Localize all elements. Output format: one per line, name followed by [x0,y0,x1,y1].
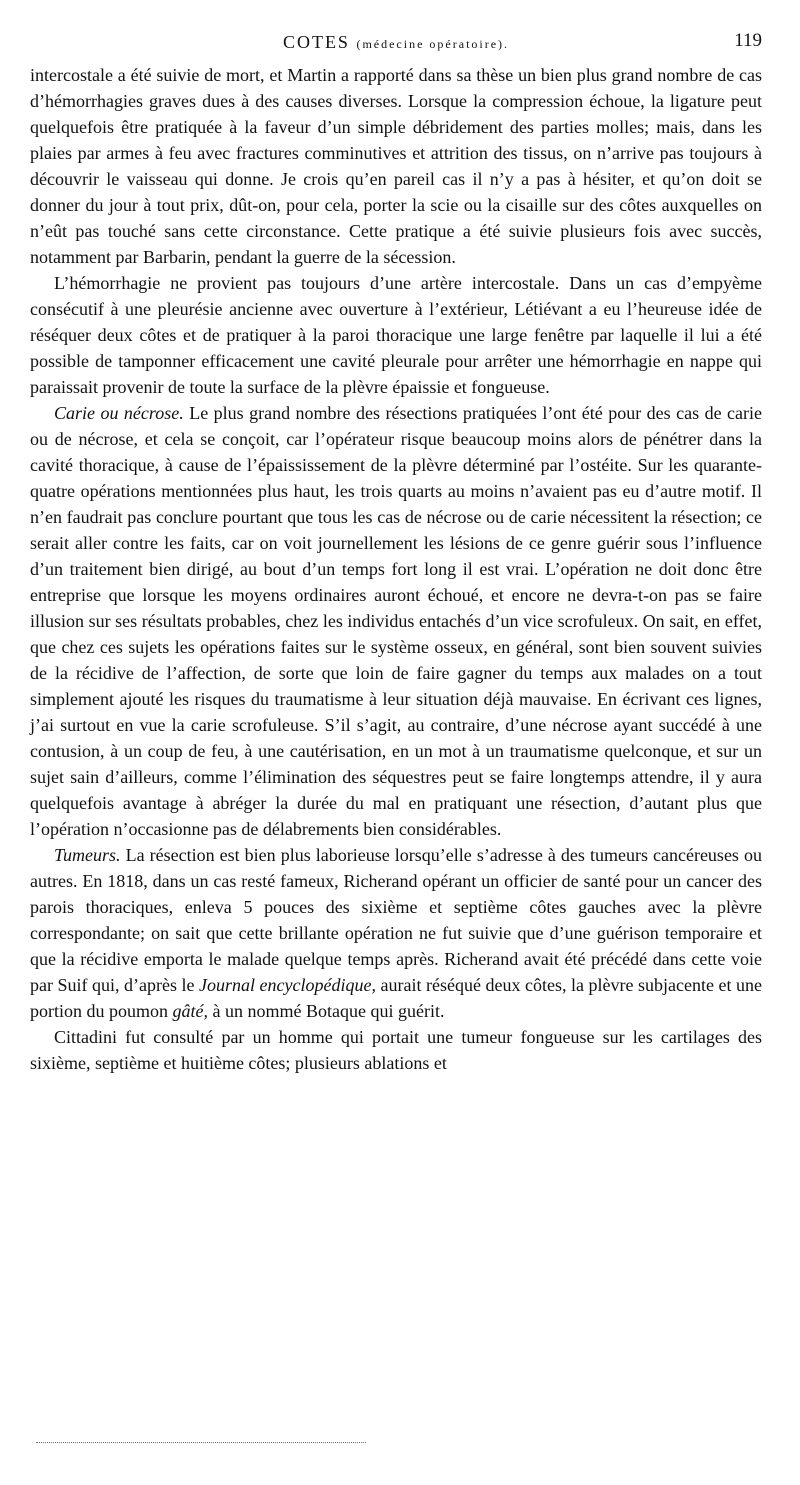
paragraph [30,62,762,270]
book-page [30,28,762,1448]
footer-dotted-rule [36,1442,366,1443]
italic-text-segment: Tumeurs. [54,845,121,865]
text-segment: La résection est bien plus laborieuse lorsqu’elle s’adresse à des tumeurs cancéreuses ou autres. En 1818, dans un cas resté fameux, Richerand opérant un officier de santé pour un cancer des parois thoraciques, enleva 5 pouces des sixième et septième côtes gauches avec la plèvre correspondante; on sait que cette brillante opération ne fut suivie que d’une guérison temporaire et que la récidive emporta le malade quelque temps après. Richerand avait été précédé dans cette voie par Suif qui, d’après le [30,845,762,995]
paragraph [30,1024,762,1076]
running-title-main: COTES [282,32,350,52]
text-segment: Cittadini fut consulté par un homme qui portait une tumeur fongueuse sur les cartilages des sixième, septième et huitième côtes; plusieurs ablations et [30,1027,762,1073]
paragraph [30,270,762,400]
italic-text-segment: Journal encyclopédique, [199,975,376,995]
running-title-sub: (médecine opératoire). [356,37,510,51]
italic-text-segment: gâté, [172,1001,208,1021]
paragraph [30,400,762,842]
text-segment: Le plus grand nombre des résections pratiquées l’ont été pour des cas de carie ou de nécrose, et cela se conçoit, car l’opérateur risque beaucoup moins alors de pénétrer dans la cavité thoracique, à cause de l’épaississement de la plèvre déterminé par l’ostéite. Sur les quarante-quatre opérations mentionnées plus haut, les trois quarts au moins n’avaient pas eu d’autre motif. Il n’en faudrait pas conclure pourtant que tous les cas de nécrose ou de carie nécessitent la résection; ce serait aller contre les faits, car on voit journellement les lésions de ce genre guérir sous l’influence d’un traitement bien dirigé, au bout d’un temps fort long il est vrai. L’opération ne doit donc être entreprise que lorsque les moyens ordinaires auront échoué, et encore ne devra-t-on pas se faire illusion sur ses résultats probables, chez les individus entachés d’un vice scrofuleux. On sait, en effet, que chez ces sujets les opérations faites sur le système osseux, en général, sont bien souvent suivies de la récidive de l’affection, de sorte que loin de faire gagner du temps aux malades on a tout simplement ajouté les risques du traumatisme à leur situation déjà mauvaise. En écrivant ces lignes, j’ai surtout en vue la carie scrofuleuse. S’il s’agit, au contraire, d’une nécrose ayant succédé à une contusion, à un coup de feu, à une cautérisation, en un mot à un traumatisme quelconque, et sur un sujet sain d’ailleurs, comme l’élimination des séquestres peut se faire longtemps attendre, il y aura quelquefois avantage à abréger la durée du mal en pratiquant une résection, d’autant plus que l’opération n’occasionne pas de délabrements bien considérables. [30,403,762,839]
page-number: 119 [734,30,762,51]
running-title [30,32,762,53]
text-segment: aurait réséqué deux côtes, la plèvre subjacente et une portion du poumon [30,975,762,1021]
running-header [30,28,762,62]
body-text [30,62,762,1076]
text-segment: L’hémorrhagie ne provient pas toujours d’une artère intercostale. Dans un cas d’empyème consécutif à une pleurésie ancienne avec ouverture à l’extérieur, Létiévant a eu l’heureuse idée de réséquer deux côtes et de pratiquer à la paroi thoracique une large fenêtre par laquelle il lui a été possible de tamponner efficacement une cavité pleurale pour arrêter une hémorrhagie en nappe qui paraissait provenir de toute la surface de la plèvre épaissie et fongueuse. [30,273,762,397]
paragraph [30,842,762,1024]
text-segment: intercostale a été suivie de mort, et Martin a rapporté dans sa thèse un bien plus grand nombre de cas d’hémorrhagies graves dues à des causes diverses. Lorsque la compression échoue, la ligature peut quelquefois être pratiquée à la faveur d’un simple débridement des parties molles; mais, dans les plaies par armes à feu avec fractures comminutives et attrition des tissus, on n’arrive pas toujours à découvrir le vaisseau qui donne. Je crois qu’en pareil cas il n’y a pas à hésiter, et qu’on doit se donner du jour à tout prix, dût-on, pour cela, porter la scie ou la cisaille sur des côtes auxquelles on n’eût pas touché sans cette circonstance. Cette pratique a été suivie plusieurs fois avec succès, notamment par Barbarin, pendant la guerre de la sécession. [30,65,762,267]
italic-text-segment: Carie ou nécrose. [54,403,184,423]
text-segment: à un nommé Botaque qui guérit. [208,1001,445,1021]
